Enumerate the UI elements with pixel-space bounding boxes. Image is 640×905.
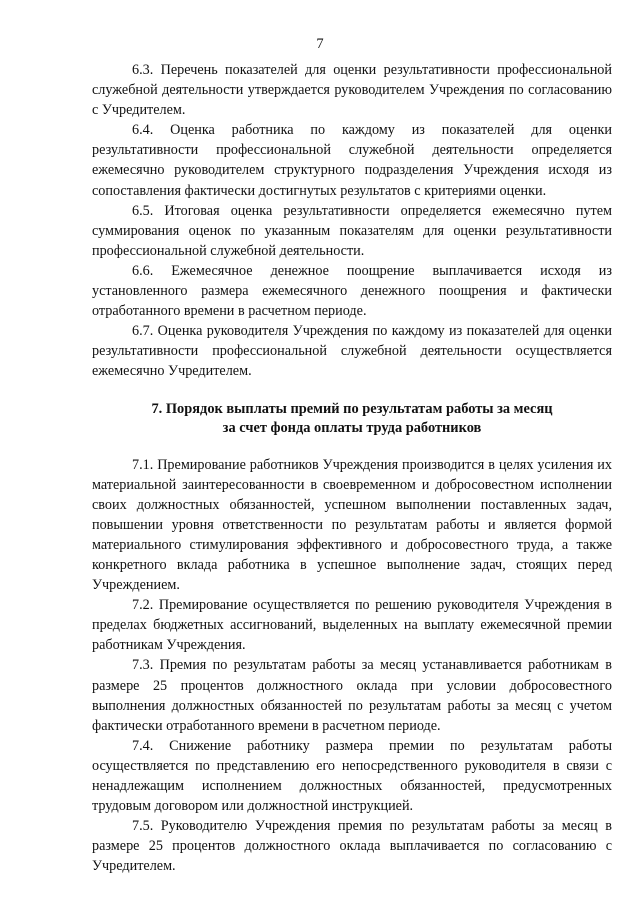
section-7-heading-line-2: за счет фонда оплаты труда работников — [222, 419, 482, 436]
paragraph-7-1: 7.1. Премирование работников Учреждения производится в целях усиления их материальной заинтересованности в своевременном и добросовестном исполнении своих должностных обязанностей, успешном выполнении поставленных задач, повышении уровня ответственности по результатам работы и является формой материального стимулирования эффективного и добросовестного труда, а также конкретного вклада работника в успешное выполнение задач, стоящих перед Учреждением. — [92, 456, 612, 594]
paragraph-6-4: 6.4. Оценка работника по каждому из показателей для оценки результативности профессиональной служебной деятельности определяется ежемесячно руководителем структурного подразделения Учреждения исходя из сопоставления фактически достигнутых результатов с критериями оценки. — [92, 122, 612, 199]
paragraph-6-6: 6.6. Ежемесячное денежное поощрение выплачивается исходя из установленного размера ежемесячного денежного поощрения и фактически отработанного времени в расчетном периоде. — [92, 262, 612, 320]
section-7-heading-line-1: 7. Порядок выплаты премий по результатам работы за месяц — [151, 400, 553, 417]
paragraph-7-5: 7.5. Руководителю Учреждения премия по результатам работы за месяц в размере 25 процентов должностного оклада выплачивается по согласованию с Учредителем. — [92, 818, 612, 875]
paragraph-7-3: 7.3. Премия по результатам работы за месяц устанавливается работникам в размере 25 процентов должностного оклада при условии добросовестного выполнения должностных обязанностей по результатам работы за месяц с учетом фактически отработанного времени в расчетном периоде. — [92, 657, 612, 734]
paragraph-6-7: 6.7. Оценка руководителя Учреждения по каждому из показателей для оценки результативности профессиональной служебной деятельности осуществляется ежемесячно Учредителем. — [92, 323, 612, 380]
document-body — [92, 60, 612, 876]
paragraph-6-3: 6.3. Перечень показателей для оценки результативности профессиональной служебной деятельности утверждается руководителем Учреждения по согласованию с Учредителем. — [92, 62, 612, 119]
page-number: 7 — [316, 36, 324, 52]
section-7-heading — [92, 400, 612, 438]
paragraph-6-5: 6.5. Итоговая оценка результативности определяется ежемесячно путем суммирования оценок по указанным показателям для оценки результативности профессиональной служебной деятельности. — [92, 202, 612, 259]
paragraph-7-2: 7.2. Премирование осуществляется по решению руководителя Учреждения в пределах бюджетных ассигнований, выделенных на выплату ежемесячной премии работникам Учреждения. — [92, 597, 612, 654]
paragraph-7-4: 7.4. Снижение работнику размера премии по результатам работы осуществляется по представлению его непосредственного руководителя в связи с ненадлежащим исполнением должностных обязанностей, предусмотренных трудовым договором или должностной инструкцией. — [92, 737, 612, 815]
